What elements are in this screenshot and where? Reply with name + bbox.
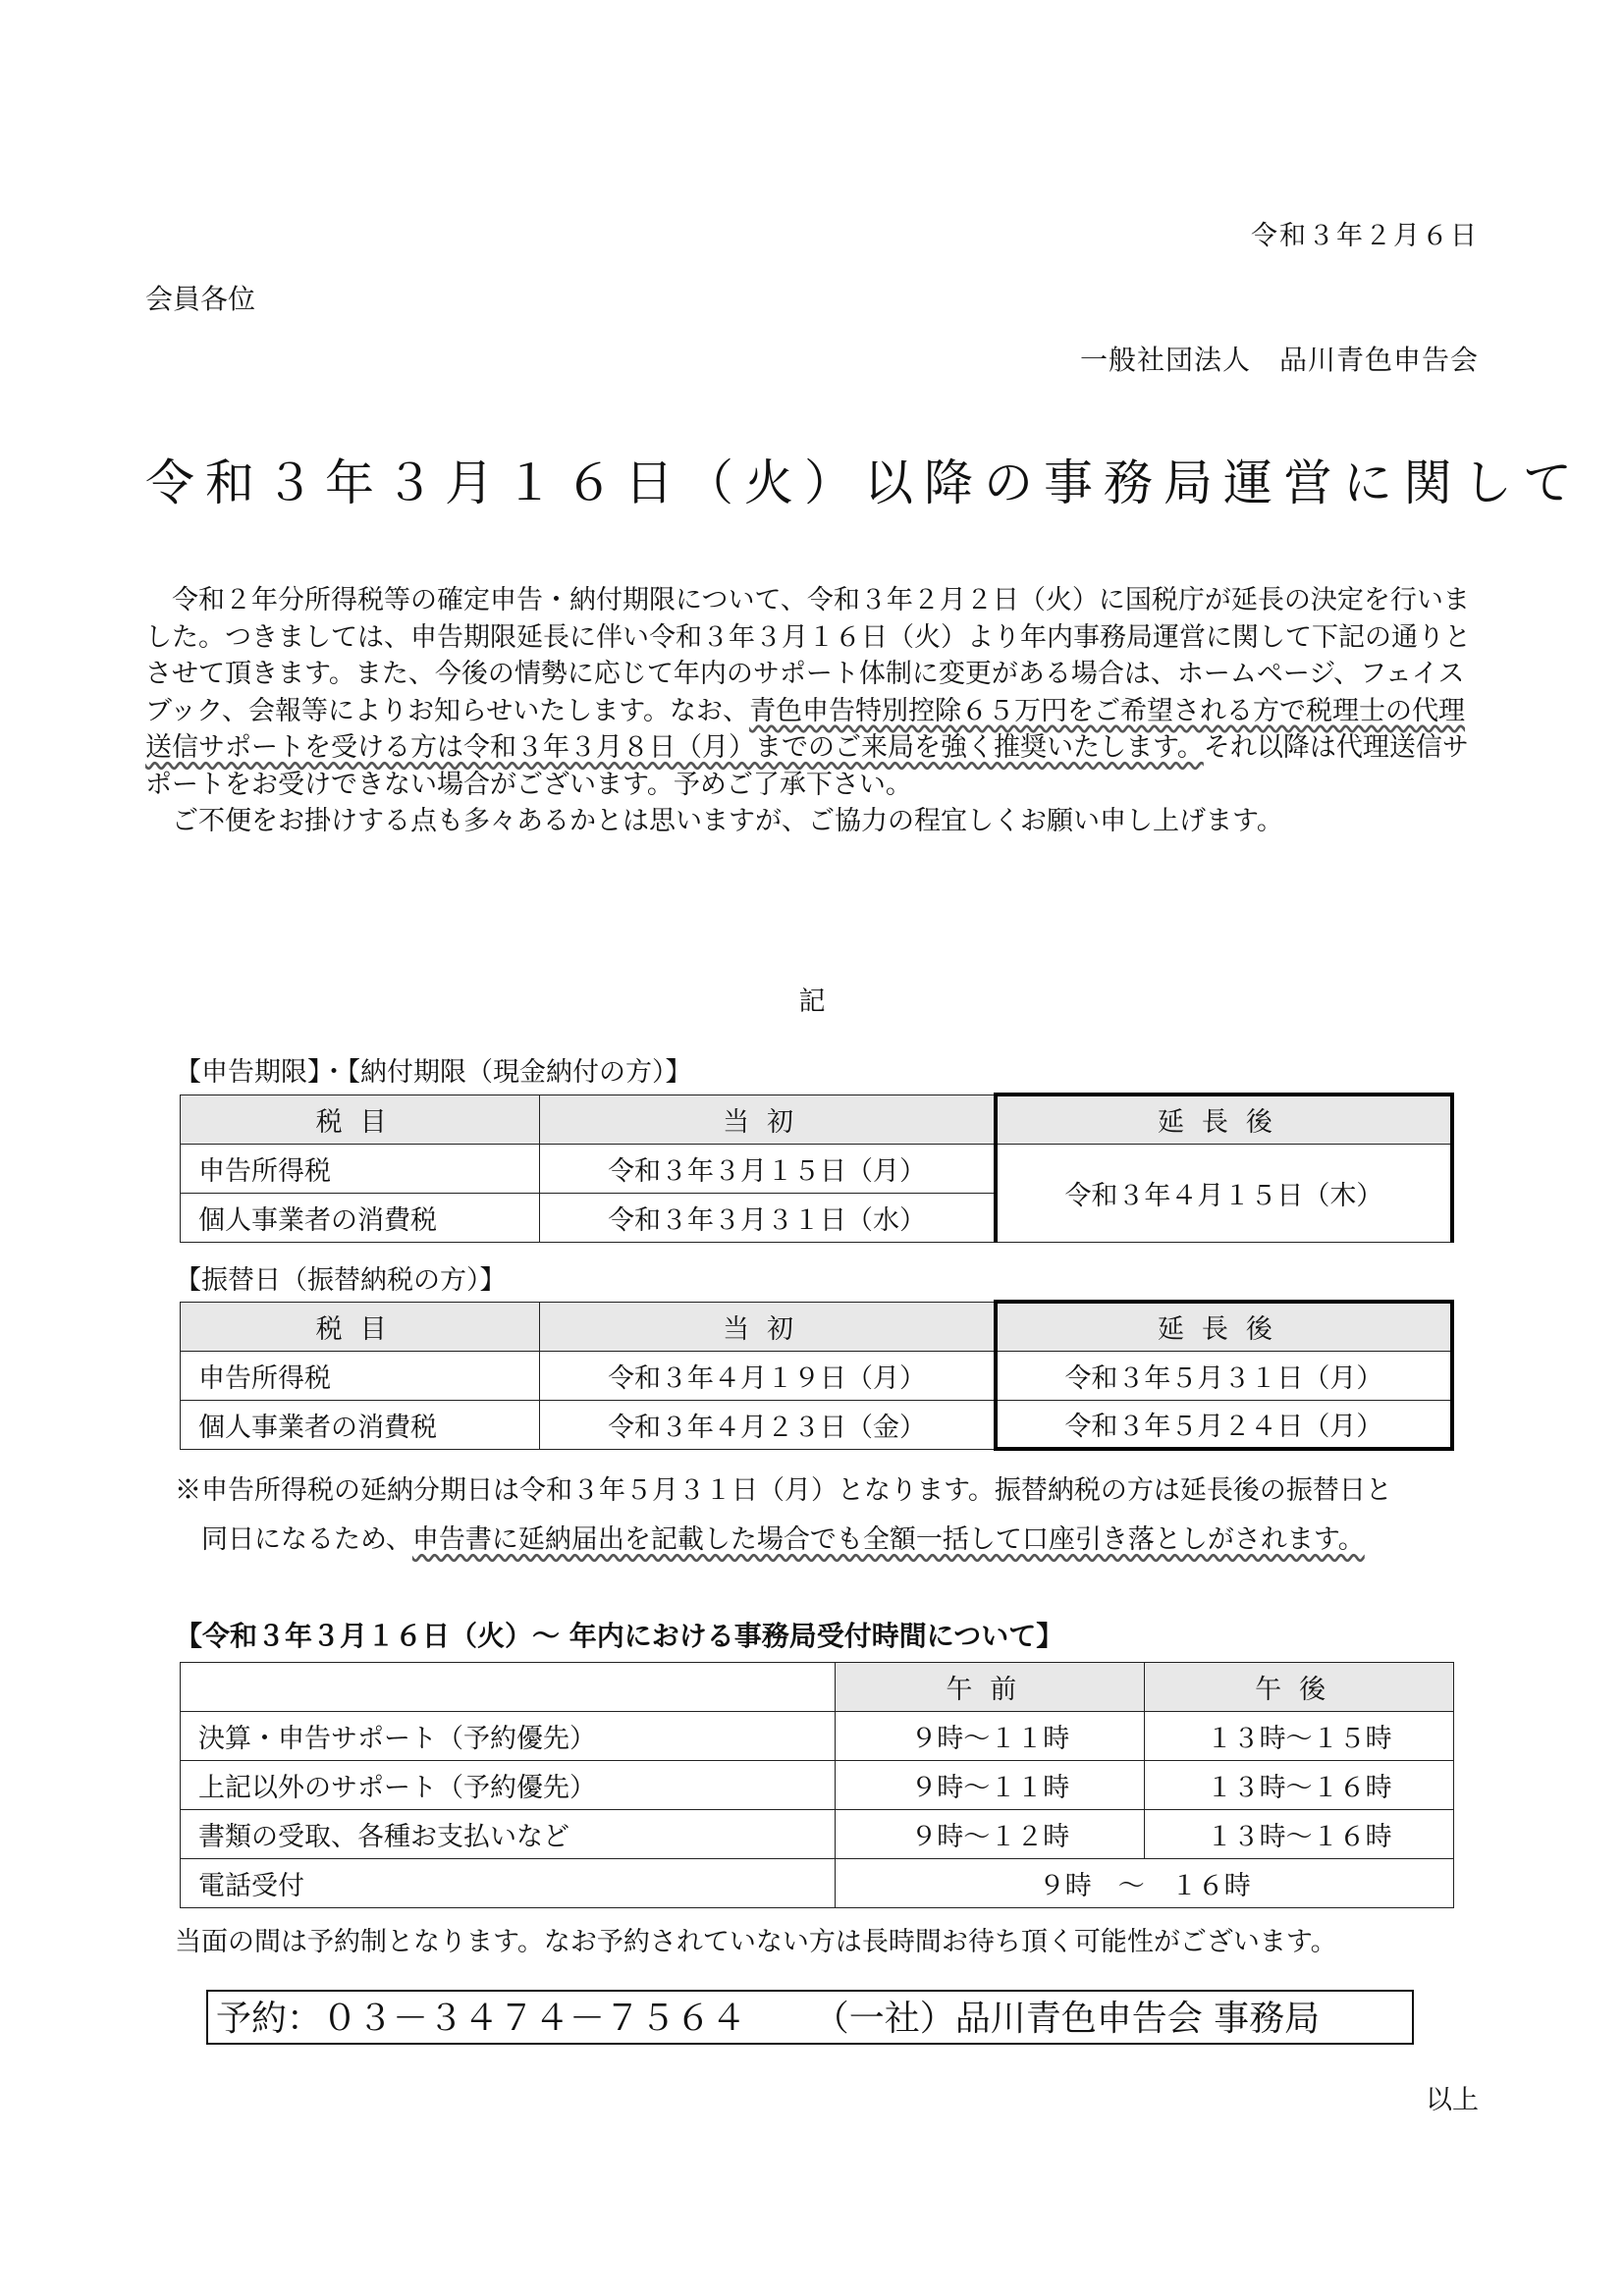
- table-header-row: [181, 1663, 1454, 1712]
- deadline-table: [180, 1093, 1454, 1243]
- cell-extended: 令和３年５月３１日（月）: [996, 1351, 1452, 1400]
- cell-pm: １３時～１６時: [1145, 1810, 1454, 1859]
- note-line-2: [175, 1516, 1481, 1565]
- hours-title: 【令和３年３月１６日（火）～ 年内における事務局受付時間について】: [175, 1620, 1064, 1652]
- cell-item: 個人事業者の消費税: [181, 1193, 540, 1242]
- cell-am: ９時～１１時: [836, 1712, 1145, 1761]
- header-extended: 延長後: [996, 1095, 1452, 1144]
- cell-phone-hours: ９時 ～ １６時: [836, 1859, 1454, 1908]
- note-line-1: ※申告所得税の延納分期日は令和３年５月３１日（月）となります。振替納税の方は延長後の振替日と: [175, 1475, 1392, 1506]
- sender: 一般社団法人 品川青色申告会: [1079, 344, 1479, 376]
- document-title: 令和３年３月１６日（火）以降の事務局運営に関して: [145, 454, 1583, 511]
- cell-original: 令和３年４月１９日（月）: [540, 1351, 996, 1400]
- header-pm: 午後: [1145, 1663, 1454, 1712]
- table-row: [181, 1400, 1453, 1449]
- note-underline: 申告書に延納届出を記載した場合でも全額一括して口座引き落としがされます。: [411, 1524, 1365, 1555]
- cell-item: 書類の受取、各種お支払いなど: [181, 1810, 836, 1859]
- table-row: [181, 1859, 1454, 1908]
- installment-note: [175, 1467, 1481, 1565]
- note-line-2-text: 同日になるため、: [201, 1524, 412, 1555]
- body-paragraph-2: ご不便をお掛けする点も多々あるかとは思いますが、ご協力の程宜しくお願い申し上げます。: [172, 806, 1283, 836]
- cell-extended: 令和３年５月２４日（月）: [996, 1400, 1452, 1449]
- cell-am: ９時～１２時: [836, 1810, 1145, 1859]
- cell-extended: 令和３年４月１５日（木）: [996, 1144, 1452, 1242]
- cell-original: 令和３年４月２３日（金）: [540, 1400, 996, 1449]
- closing-mark: 以上: [1426, 2085, 1479, 2115]
- reservation-office: （一社）品川青色申告会 事務局: [813, 1999, 1321, 2039]
- cell-item: 決算・申告サポート（予約優先）: [181, 1712, 836, 1761]
- body-paragraph-1: [145, 582, 1479, 803]
- table-row: [181, 1810, 1454, 1859]
- transfer-table: [180, 1300, 1454, 1451]
- table-row: [181, 1144, 1453, 1193]
- body-text-2: それ以降は代理送信サポートをお受けできない場合がございます。予めご了承下さい。: [145, 732, 1469, 800]
- body-text-1: 令和２年分所得税等の確定申告・納付期限について、令和３年２月２日（火）に国税庁が延長の決定を行いました。つきましては、申告期限延長に伴い令和３年３月１６日（火）より年内事務局運営に関して下記の通りとさせて頂きます。また、今後の情勢に応じて年内のサポート体制に変更がある場合は、ホームページ、フェイスブック、会報等によりお知らせいたします。なお、: [145, 585, 1471, 726]
- header-am: 午前: [836, 1663, 1145, 1712]
- cell-original: 令和３年３月１５日（月）: [540, 1144, 996, 1193]
- table1-label: 【申告期限】・【納付期限（現金納付の方）】: [175, 1057, 692, 1088]
- document-date: 令和３年２月６日: [1251, 221, 1479, 251]
- cell-pm: １３時～１６時: [1145, 1761, 1454, 1810]
- recommendation-underline: 青色申告特別控除６５万円をご希望される方で税理士の代理送信サポートを受ける方は令和３年３月８日（月）までのご来局を強く推奨いたします。: [145, 695, 1466, 763]
- header-original: 当初: [540, 1095, 996, 1144]
- header-item: 税目: [181, 1095, 540, 1144]
- reservation-note: 当面の間は予約制となります。なお予約されていない方は長時間お待ち頂く可能性がございます。: [175, 1927, 1337, 1957]
- table-row: [181, 1351, 1453, 1400]
- cell-item: 上記以外のサポート（予約優先）: [181, 1761, 836, 1810]
- table-row: [181, 1761, 1454, 1810]
- cell-pm: １３時～１５時: [1145, 1712, 1454, 1761]
- table2-label: 【振替日（振替納税の方）】: [175, 1265, 507, 1296]
- reservation-phone: ０３－３４７４－７５６４: [322, 1999, 747, 2039]
- header-item: 税目: [181, 1302, 540, 1351]
- hours-table: [180, 1662, 1454, 1908]
- reservation-box: [206, 1990, 1414, 2045]
- addressee: 会員各位: [145, 283, 256, 315]
- cell-item: 電話受付: [181, 1859, 836, 1908]
- cell-original: 令和３年３月３１日（水）: [540, 1193, 996, 1242]
- cell-item: 個人事業者の消費税: [181, 1400, 540, 1449]
- ki-marker: 記: [798, 987, 826, 1017]
- cell-item: 申告所得税: [181, 1351, 540, 1400]
- reservation-label: 予約：: [216, 1999, 323, 2039]
- header-blank: [181, 1663, 836, 1712]
- cell-am: ９時～１１時: [836, 1761, 1145, 1810]
- cell-item: 申告所得税: [181, 1144, 540, 1193]
- header-original: 当初: [540, 1302, 996, 1351]
- header-extended: 延長後: [996, 1302, 1452, 1351]
- table-row: [181, 1712, 1454, 1761]
- body-text: [145, 582, 1479, 840]
